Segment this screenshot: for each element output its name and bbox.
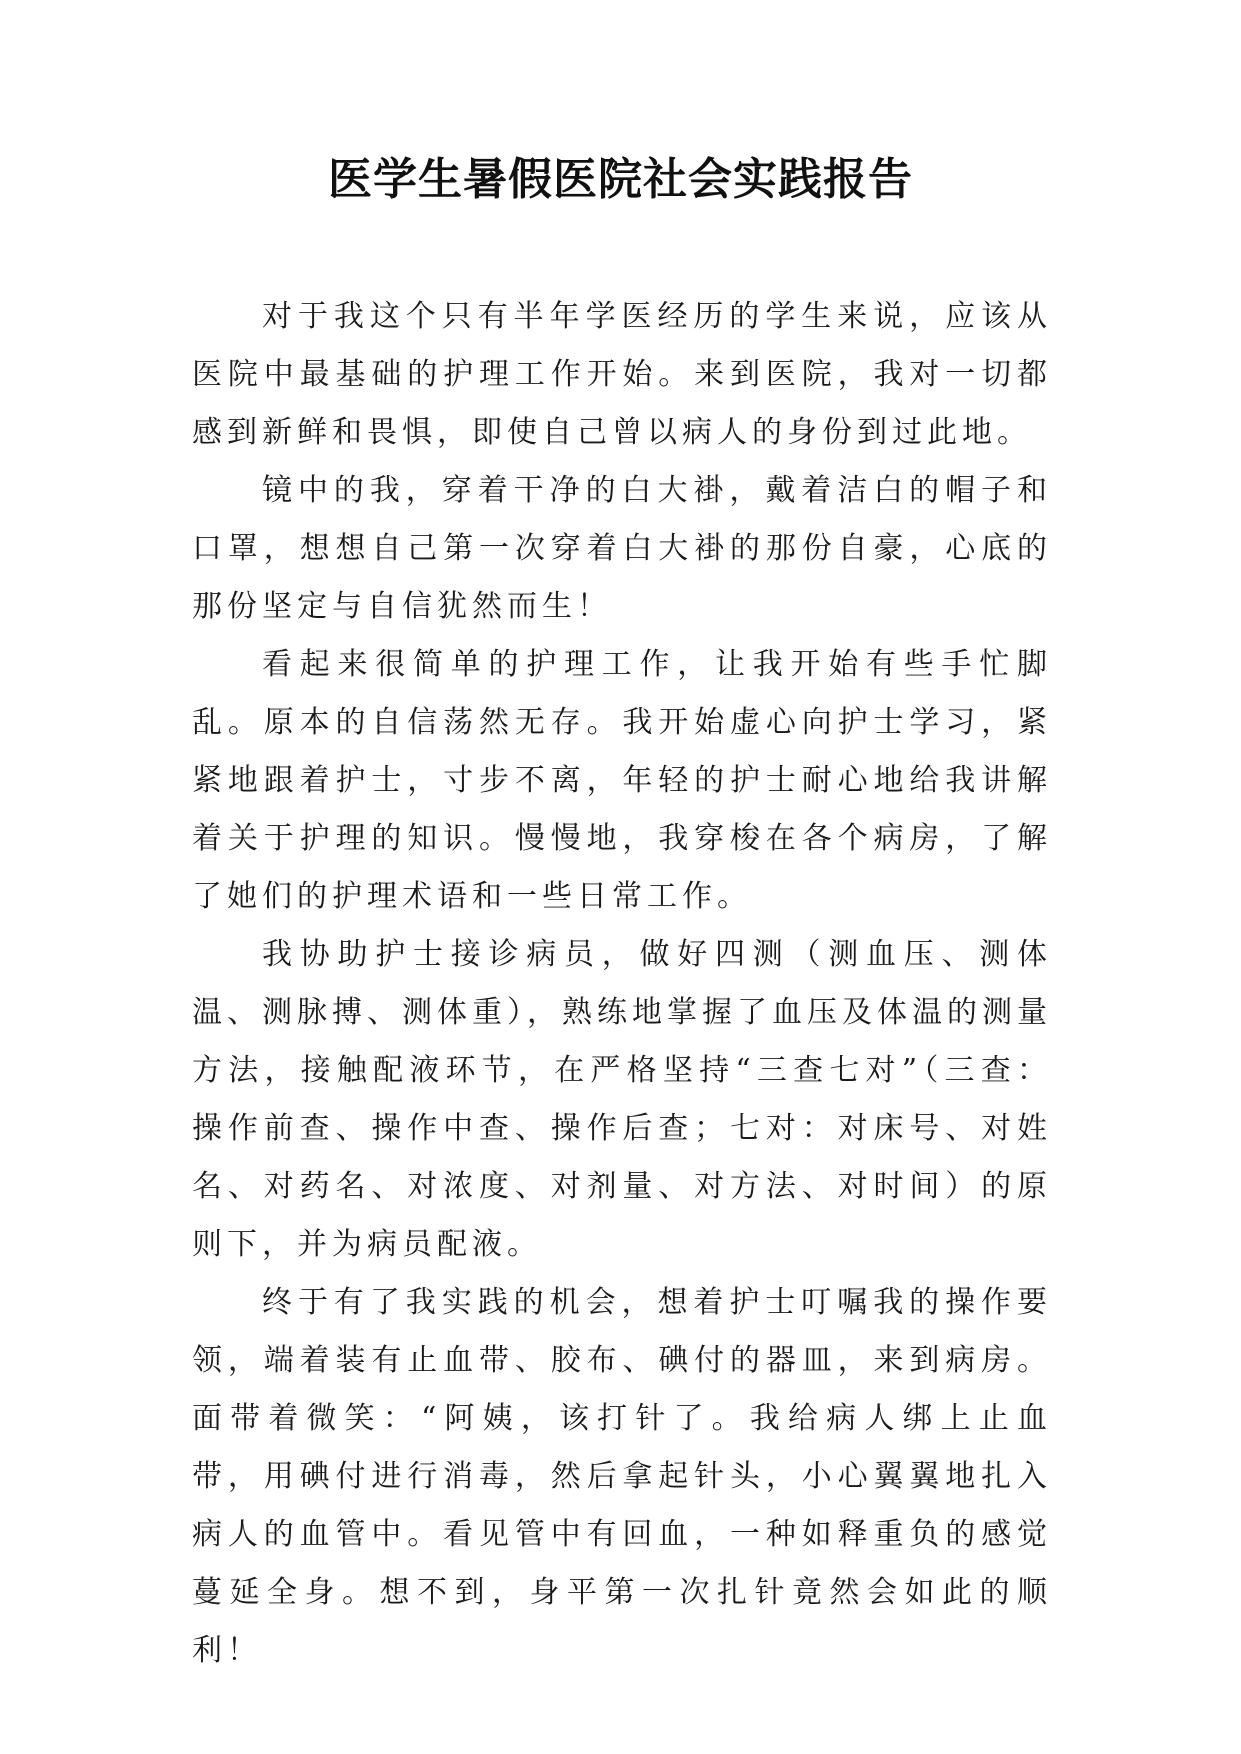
paragraph: 镜中的我，穿着干净的白大褂，戴着洁白的帽子和口罩，想想自己第一次穿着白大褂的那份自豪，心底的那份坚定与自信犹然而生！ xyxy=(192,473,1052,624)
paragraph: 看起来很简单的护理工作，让我开始有些手忙脚乱。原本的自信荡然无存。我开始虚心向护士学习，紧紧地跟着护士，寸步不离，年轻的护士耐心地给我讲解着关于护理的知识。慢慢地，我穿梭在各个病房，了解了她们的护理术语和一些日常工作。 xyxy=(192,647,1052,914)
paragraph: 我协助护士接诊病员，做好四测（测血压、测体温、测脉搏、测体重），熟练地掌握了血压及体温的测量方法，接触配液环节，在严格坚持“三查七对”（三查：操作前查、操作中查、操作后查；七对：对床号、对姓名、对药名、对浓度、对剂量、对方法、对时间）的原则下，并为病员配液。 xyxy=(192,937,1052,1262)
paragraph: 终于有了我实践的机会，想着护士叮嘱我的操作要领，端着装有止血带、胶布、碘付的器皿，来到病房。面带着微笑：“阿姨，该打针了。我给病人绑上止血带，用碘付进行消毒，然后拿起针头，小心翼翼地扎入病人的血管中。看见管中有回血，一种如释重负的感觉蔓延全身。想不到，身平第一次扎针竟然会如此的顺利！ xyxy=(192,1285,1052,1668)
document-body xyxy=(192,288,1052,1680)
document-title: 医学生暑假医院社会实践报告 xyxy=(328,154,913,205)
paragraph: 对于我这个只有半年学医经历的学生来说，应该从医院中最基础的护理工作开始。来到医院，我对一切都感到新鲜和畏惧，即使自己曾以病人的身份到过此地。 xyxy=(192,299,1052,450)
